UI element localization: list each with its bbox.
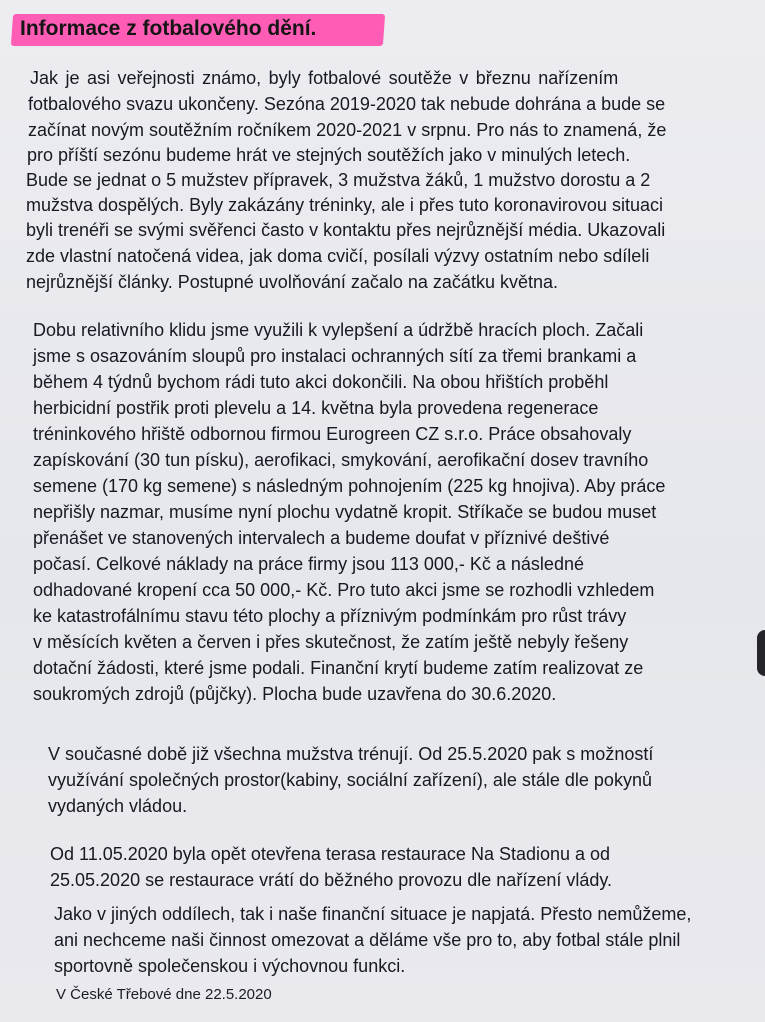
text-line: byli trenéři se svými svěřenci často v kontaktu přes nejrůznější média. Ukazovali <box>26 220 666 240</box>
text-line: dotační žádosti, které jsme podali. Finanční krytí budeme zatím realizovat ze <box>33 658 644 678</box>
text-line: využívání společných prostor(kabiny, sociální zařízení), ale stále dle pokynů <box>48 770 652 790</box>
text-line: herbicidní postřik proti plevelu a 14. května byla provedena regenerace <box>33 398 599 418</box>
text-line: 25.05.2020 se restaurace vrátí do běžného provozu dle nařízení vlády. <box>50 870 613 890</box>
text-line: zapískování (30 tun písku), aerofikaci, smykování, aerofikační dosev travního <box>33 450 649 470</box>
binder-clip <box>757 630 765 676</box>
text-line: během 4 týdnů bychom rádi tuto akci dokončili. Na obou hřištích proběhl <box>33 372 609 392</box>
text-line: semene (170 kg semene) s následným pohnojením (225 kg hnojiva). Aby práce <box>33 476 666 496</box>
text-line: mužstva dospělých. Byly zakázány tréninky, ale i přes tuto koronavirovou situaci <box>26 195 663 215</box>
text-line: zde vlastní natočená videa, jak doma cvičí, posílali výzvy ostatním nebo sdíleli <box>26 246 650 266</box>
text-line: Jak je asi veřejnosti známo, byly fotbalové soutěže v březnu nařízením <box>30 68 619 88</box>
text-line: pro příští sezónu budeme hrát ve stejných soutěžích jako v minulých letech. <box>27 145 631 165</box>
text-line: jsme s osazováním sloupů pro instalaci ochranných sítí za třemi brankami a <box>33 346 637 366</box>
place-date-signature: V České Třebové dne 22.5.2020 <box>56 986 272 1003</box>
text-line: začínat novým soutěžním ročníkem 2020-2021 v srpnu. Pro nás to znamená, že <box>28 120 667 140</box>
text-line: ani nechceme naši činnost omezovat a děláme vše pro to, aby fotbal stále plnil <box>54 930 681 950</box>
text-line: Od 11.05.2020 byla opět otevřena terasa restaurace Na Stadionu a od <box>50 844 611 864</box>
text-line: sportovně společenskou i výchovnou funkci. <box>54 956 406 976</box>
text-line: Bude se jednat o 5 mužstev přípravek, 3 mužstva žáků, 1 mužstvo dorostu a 2 <box>26 170 651 190</box>
text-line: nepřišly nazmar, musíme nyní plochu vydatně kropit. Stříkače se budou muset <box>33 502 657 522</box>
text-line: vydaných vládou. <box>48 796 188 816</box>
text-line: nejrůznější články. Postupné uvolňování začalo na začátku května. <box>26 272 558 292</box>
text-line: soukromých zdrojů (půjčky). Plocha bude uzavřena do 30.6.2020. <box>33 684 557 704</box>
text-line: tréninkového hřiště odbornou firmou Eurogreen CZ s.r.o. Práce obsahovaly <box>33 424 632 444</box>
text-line: V současné době již všechna mužstva trénují. Od 25.5.2020 pak s možností <box>48 744 654 764</box>
text-line: přenášet ve stanovených intervalech a budeme doufat v příznivé deštivé <box>33 528 610 548</box>
text-line: ke katastrofálnímu stavu této plochy a příznivým podmínkám pro růst trávy <box>33 606 627 626</box>
text-line: Dobu relativního klidu jsme využili k vylepšení a údržbě hracích ploch. Začali <box>33 320 644 340</box>
text-line: fotbalového svazu ukončeny. Sezóna 2019-2020 tak nebude dohrána a bude se <box>28 94 666 114</box>
text-line: Jako v jiných oddílech, tak i naše finanční situace je napjatá. Přesto nemůžeme, <box>54 904 692 924</box>
text-line: odhadované kropení cca 50 000,- Kč. Pro tuto akci jsme se rozhodli vzhledem <box>33 580 655 600</box>
text-line: v měsících květen a červen i přes skutečnost, že zatím ještě nebyly řešeny <box>33 632 629 652</box>
page-title: Informace z fotbalového dění. <box>20 17 317 40</box>
text-line: počasí. Celkové náklady na práce firmy jsou 113 000,- Kč a následné <box>33 554 584 574</box>
